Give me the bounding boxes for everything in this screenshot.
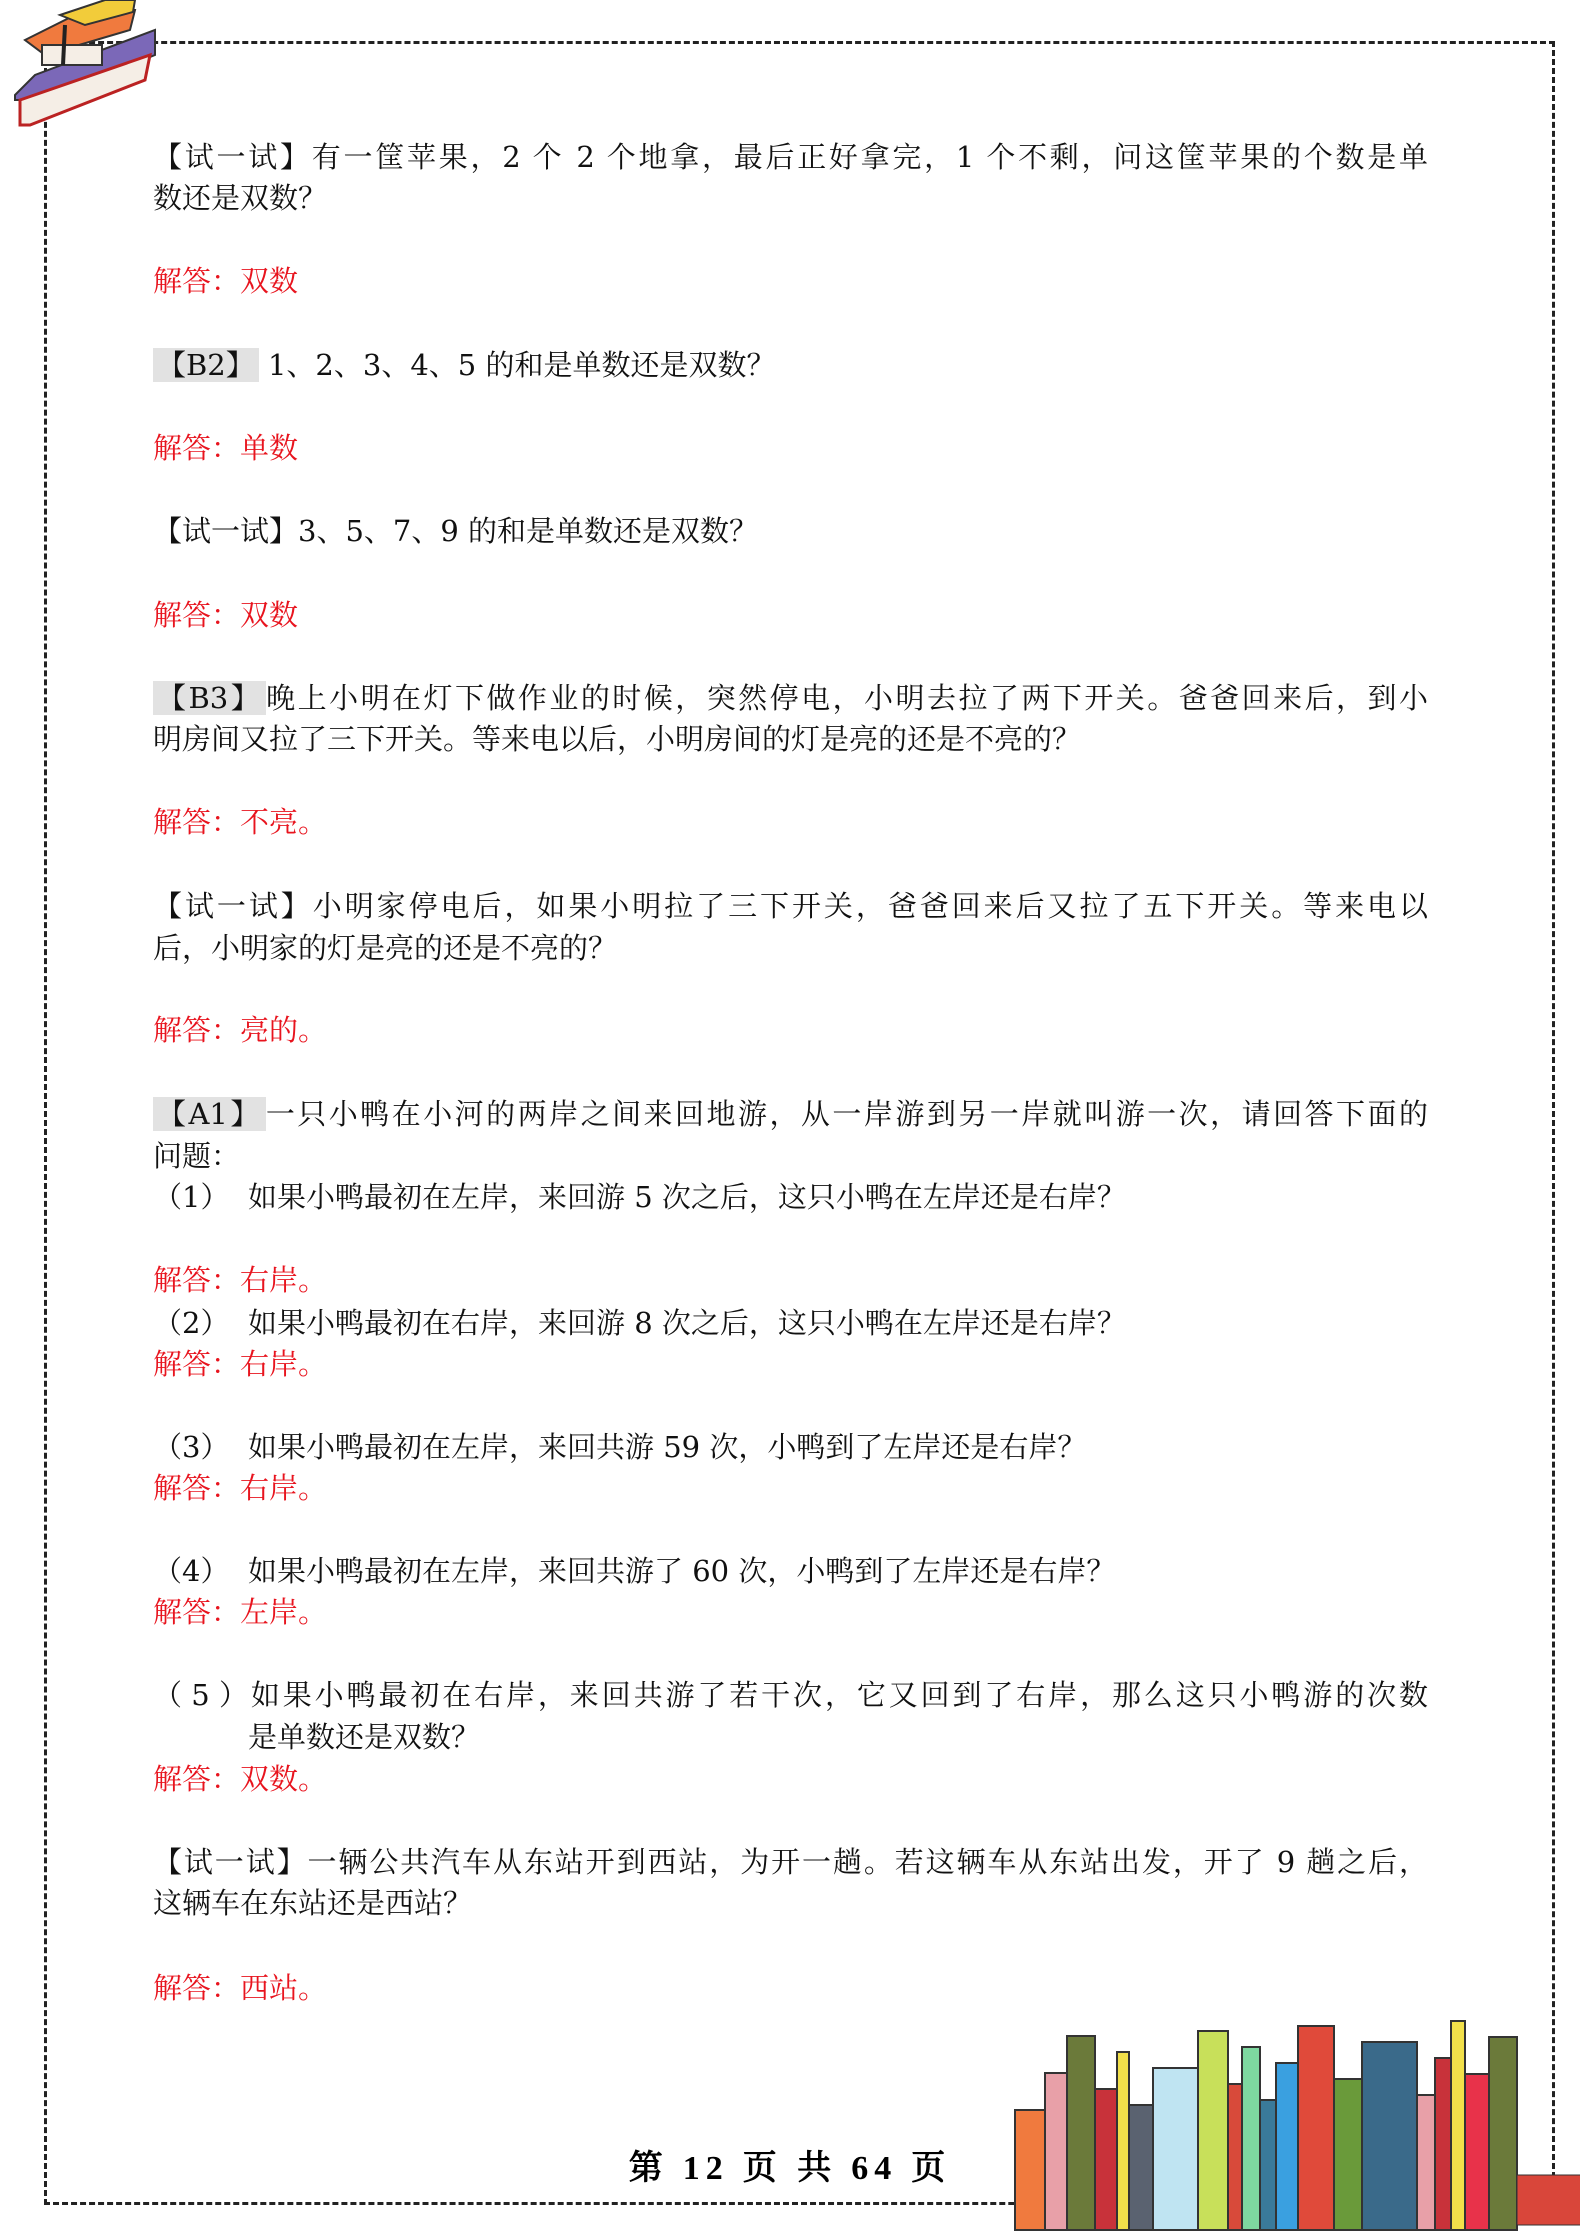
footer-middle: 页 共: [742, 2150, 838, 2187]
line-text: 一辆公共汽车从东站开到西站，为开一趟。若这辆车从东站出发，开了 9 趟之后，: [307, 1845, 1428, 1879]
question-label: 【A1】: [153, 1097, 266, 1131]
line-text: 小明家停电后，如果小明拉了三下开关，爸爸回来后又拉了五下开关。等来电以: [312, 889, 1428, 923]
line-text: 如果小鸭最初在右岸，来回共游了若干次，它又回到了右岸，那么这只小鸭游的次数: [248, 1678, 1428, 1712]
question-line: [153, 1136, 1428, 1176]
line-text: 解答：亮的。: [153, 1013, 328, 1047]
sub-question-number: （4）: [153, 1554, 230, 1588]
sub-question-number: （2）: [153, 1306, 230, 1340]
question-line: [153, 1094, 1428, 1134]
line-text: 3、5、7、9 的和是单数还是双数？: [298, 514, 759, 548]
question-label: 【试一试】: [153, 140, 312, 174]
answer-line: [153, 1344, 1428, 1384]
question-line: [153, 137, 1428, 177]
line-text: 如果小鸭最初在左岸，来回共游了 60 次，小鸭到了左岸还是右岸？: [248, 1554, 1116, 1588]
answer-line: [153, 1468, 1428, 1508]
book-spine: [1242, 2047, 1260, 2230]
question-line: [153, 678, 1428, 718]
line-text: 后，小明家的灯是亮的还是不亮的？: [153, 931, 618, 965]
question-line: [153, 1427, 1428, 1467]
question-line: [153, 178, 1428, 218]
book-stack-icon: [5, 0, 235, 140]
question-line: [153, 1883, 1428, 1923]
line-text: 这辆车在东站还是西站？: [153, 1886, 473, 1920]
line-text: 解答：双数: [153, 598, 299, 632]
question-line: [153, 886, 1428, 926]
line-text: 数还是双数？: [153, 181, 328, 215]
answer-line: [153, 1759, 1428, 1799]
sub-question-number: （3）: [153, 1430, 230, 1464]
book-spine: [1489, 2037, 1517, 2230]
page-footer: [0, 2140, 1580, 2189]
line-text: 是单数还是双数？: [248, 1720, 481, 1754]
line-text: 一只小鸭在小河的两岸之间来回地游，从一岸游到另一岸就叫游一次，请回答下面的: [265, 1097, 1428, 1131]
question-label: 【试一试】: [153, 1845, 308, 1879]
question-line: [248, 1717, 1428, 1757]
current-page-number: 12: [682, 2150, 729, 2187]
total-page-count: 64: [851, 2150, 898, 2187]
question-label: 【试一试】: [153, 889, 313, 923]
sub-question-number: （5）: [153, 1678, 248, 1712]
book-spine: [1198, 2031, 1228, 2230]
footer-suffix: 页: [911, 2150, 952, 2187]
question-line: [153, 928, 1428, 968]
line-text: 1、2、3、4、5 的和是单数还是双数？: [258, 348, 776, 382]
answer-line: [153, 261, 1428, 301]
question-line: [153, 1303, 1428, 1343]
line-text: 解答：右岸。: [153, 1471, 328, 1505]
question-line: [153, 511, 1428, 551]
line-text: 解答：右岸。: [153, 1263, 328, 1297]
line-text: 解答：西站。: [153, 1971, 328, 2005]
answer-line: [153, 428, 1428, 468]
book-spine: [1451, 2021, 1465, 2230]
line-text: 问题：: [153, 1139, 241, 1173]
line-text: 解答：左岸。: [153, 1595, 328, 1629]
question-label: 【试一试】: [153, 514, 299, 548]
line-text: 有一筐苹果，2 个 2 个地拿，最后正好拿完，1 个不剩，问这筐苹果的个数是单: [311, 140, 1428, 174]
line-text: 解答：右岸。: [153, 1347, 328, 1381]
sub-question-number: （1）: [153, 1180, 230, 1214]
bookshelf-illustration: [955, 1985, 1580, 2237]
answer-line: [153, 1592, 1428, 1632]
line-text: 解答：不亮。: [153, 805, 328, 839]
question-line: [153, 1177, 1428, 1217]
line-text: 解答：双数: [153, 264, 299, 298]
line-text: 解答：双数。: [153, 1762, 328, 1796]
line-text: 解答：单数: [153, 431, 299, 465]
footer-prefix: 第: [628, 2150, 669, 2187]
answer-line: [153, 1260, 1428, 1300]
answer-line: [153, 802, 1428, 842]
line-text: 明房间又拉了三下开关。等来电以后，小明房间的灯是亮的还是不亮的？: [153, 722, 1082, 756]
answer-line: [153, 1010, 1428, 1050]
line-text: 晚上小明在灯下做作业的时候，突然停电，小明去拉了两下开关。爸爸回来后，到小: [266, 681, 1428, 715]
answer-line: [153, 595, 1428, 635]
book-spine: [1298, 2026, 1334, 2230]
question-line: [153, 1675, 1428, 1715]
line-text: 如果小鸭最初在左岸，来回游 5 次之后，这只小鸭在左岸还是右岸？: [248, 1180, 1126, 1214]
question-line: [153, 719, 1428, 759]
line-text: 如果小鸭最初在右岸，来回游 8 次之后，这只小鸭在左岸还是右岸？: [248, 1306, 1126, 1340]
question-line: [153, 345, 1428, 385]
line-text: 如果小鸭最初在左岸，来回共游 59 次，小鸭到了左岸还是右岸？: [248, 1430, 1087, 1464]
question-label: 【B3】: [153, 681, 266, 715]
book-spine: [1067, 2036, 1095, 2230]
question-line: [153, 1551, 1428, 1591]
question-label: 【B2】: [153, 348, 259, 382]
book-spine: [1362, 2042, 1417, 2230]
question-line: [153, 1842, 1428, 1882]
